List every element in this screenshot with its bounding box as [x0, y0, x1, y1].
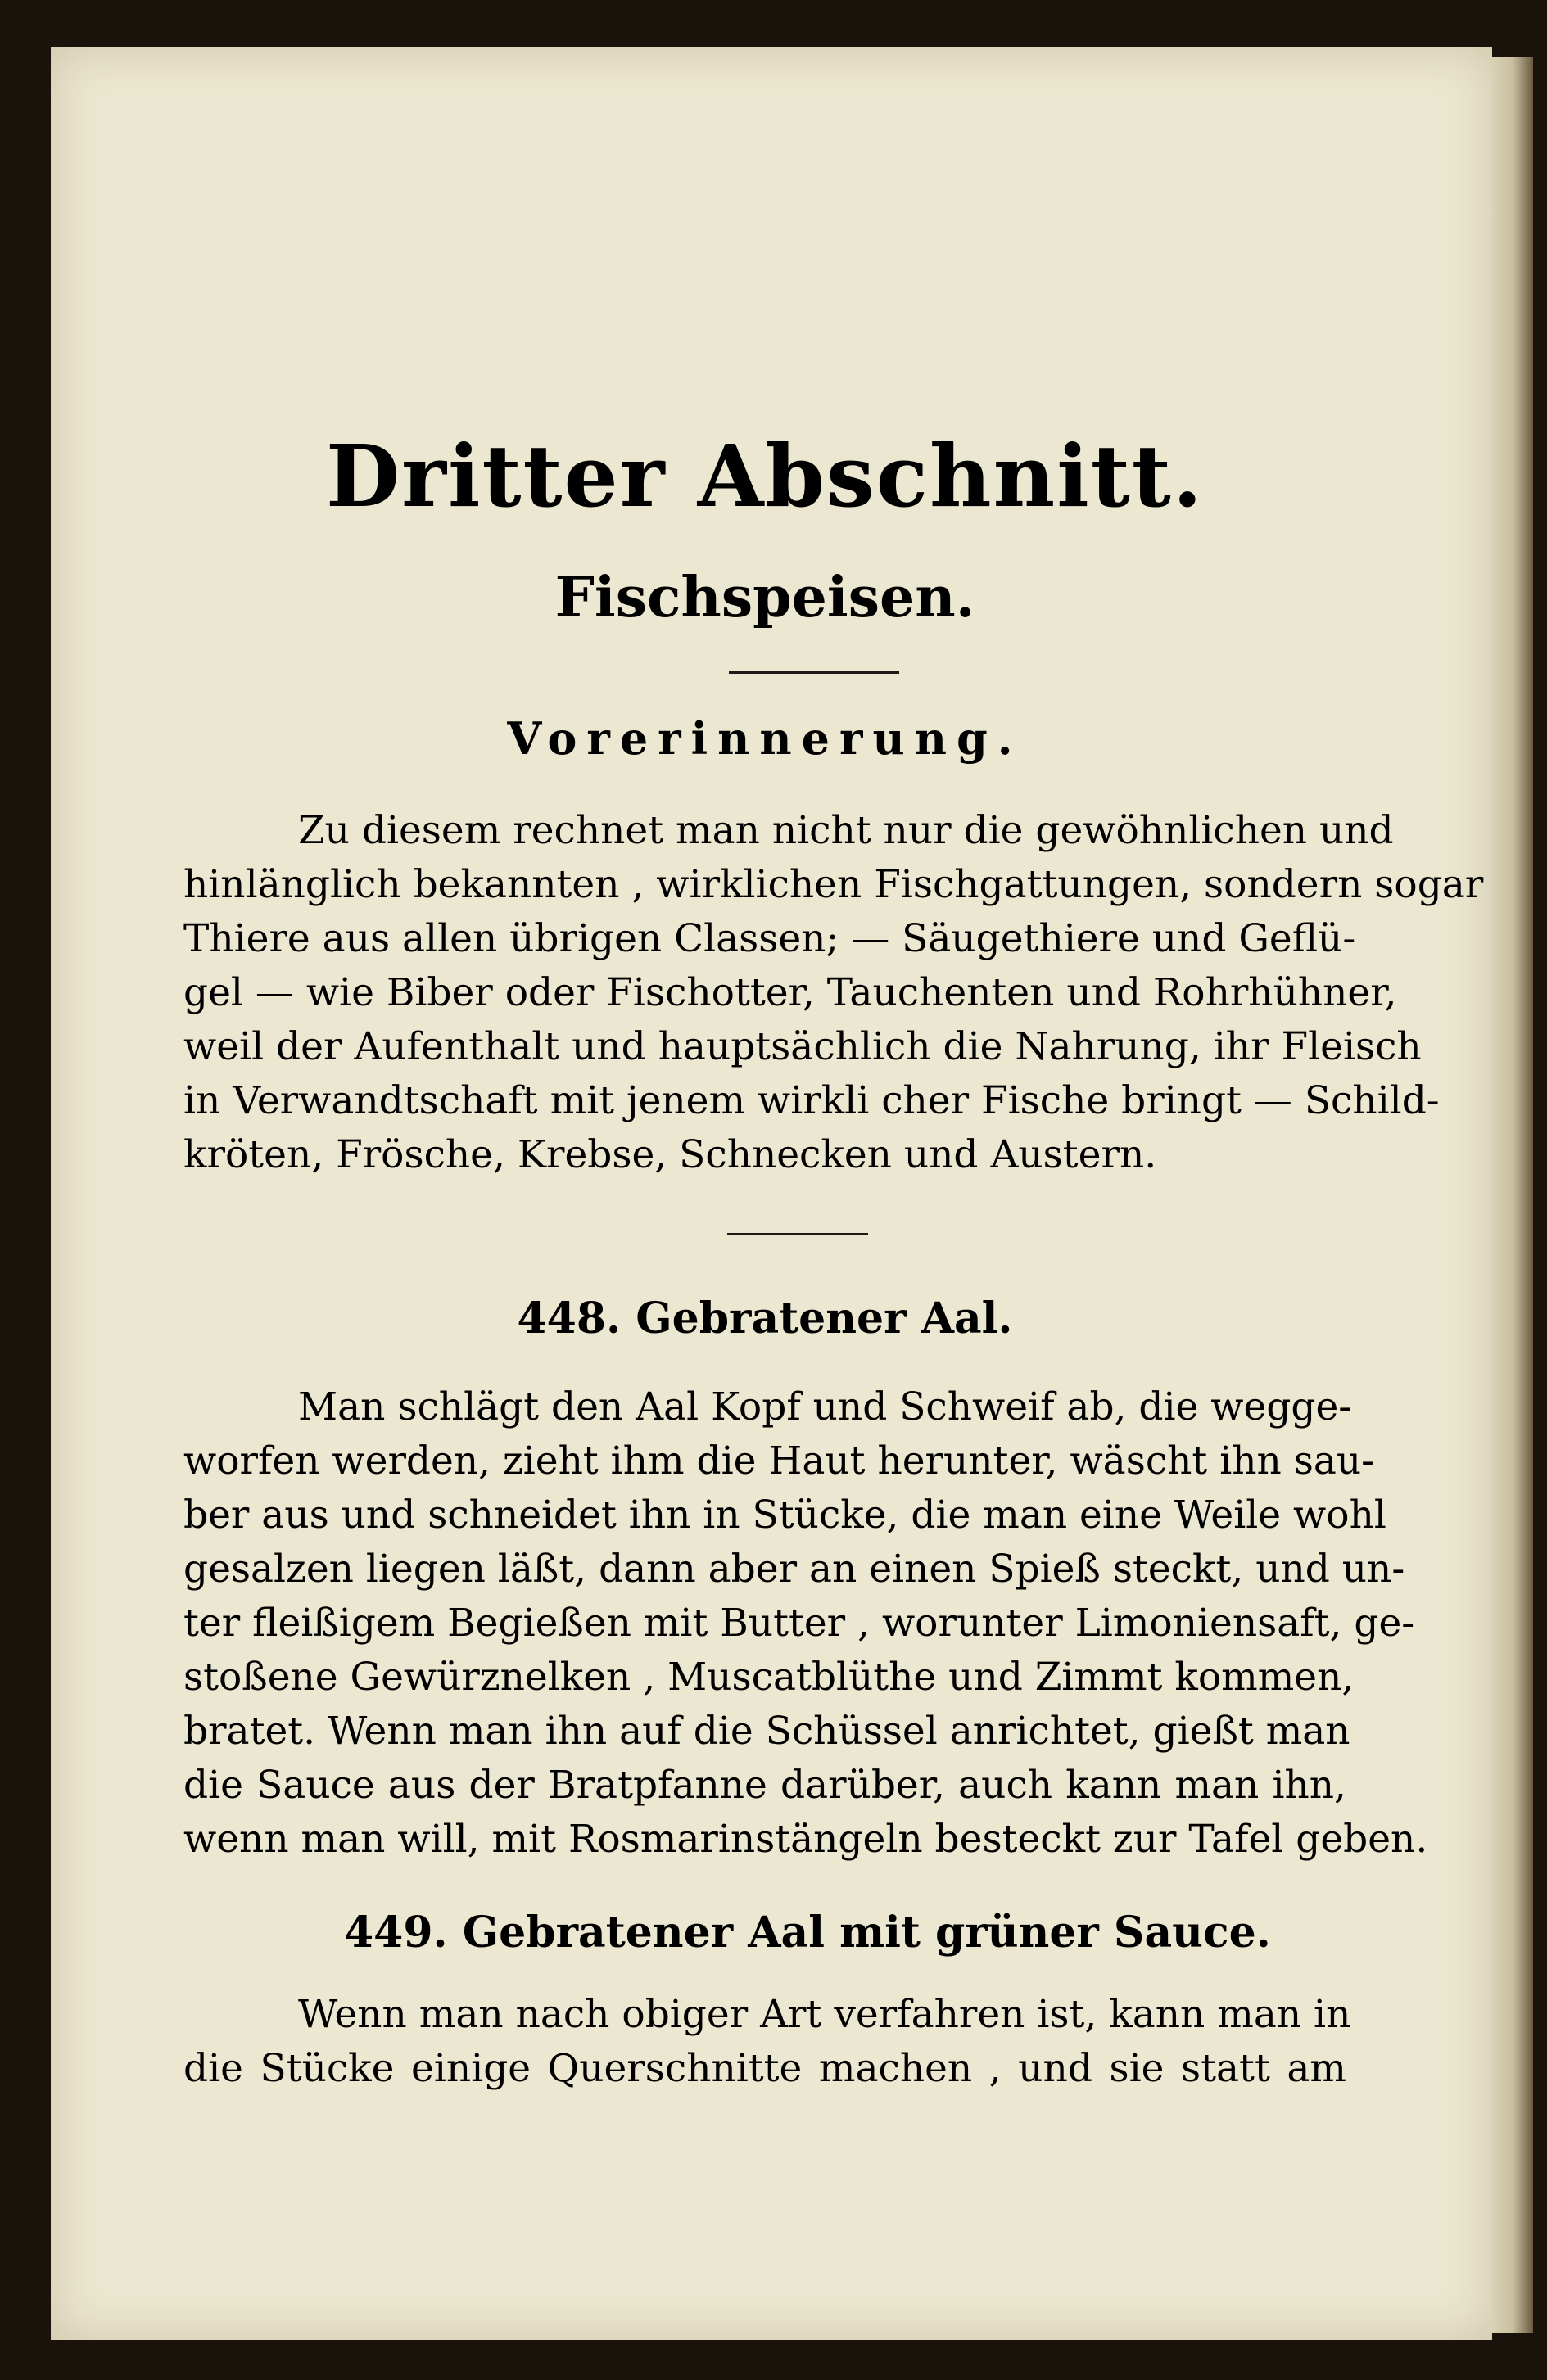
recipe-paragraph: [183, 1988, 1351, 2096]
text-line: Wenn man nach obiger Art verfahren ist, kann man in: [298, 1992, 1351, 2037]
text-line: Zu diesem rechnet man nicht nur die gewöhnlichen und: [298, 808, 1394, 853]
text-line: gesalzen liegen läßt, dann aber an einen Spieß steckt, und un-: [183, 1547, 1405, 1592]
recipe-heading: 448. Gebratener Aal.: [517, 1294, 1013, 1344]
text-line: ber aus und schneidet ihn in Stücke, die man eine Weile wohl: [183, 1493, 1386, 1538]
recipe-heading: 449. Gebratener Aal mit grüner Sauce.: [344, 1908, 1271, 1958]
preface-heading: Vorerinnerung.: [507, 712, 1023, 765]
text-line: gel — wie Biber oder Fischotter, Tauchenten und Rohrhühner,: [183, 970, 1397, 1015]
divider-rule: [729, 671, 899, 674]
text-line: die Stücke einige Querschnitte machen , und sie statt am: [183, 2046, 1346, 2091]
divider-rule: [727, 1233, 868, 1235]
page-edge: [1492, 57, 1533, 2333]
text-line: ter fleißigem Begießen mit Butter , worunter Limoniensaft, ge-: [183, 1601, 1415, 1646]
text-line: weil der Aufenthalt und hauptsächlich die Nahrung, ihr Fleisch: [183, 1024, 1422, 1069]
text-line: stoßene Gewürznelken , Muscatblüthe und Zimmt kommen,: [183, 1655, 1355, 1700]
text-line: Man schlägt den Aal Kopf und Schweif ab, die wegge-: [298, 1384, 1352, 1429]
chapter-title: Dritter Abschnitt.: [325, 426, 1205, 526]
text-line: Thiere aus allen übrigen Classen; — Säugethiere und Geflü-: [183, 916, 1356, 961]
chapter-subtitle: Fischspeisen.: [554, 565, 975, 630]
text-line: bratet. Wenn man ihn auf die Schüssel anrichtet, gießt man: [183, 1709, 1350, 1754]
text-line: wenn man will, mit Rosmarinstängeln besteckt zur Tafel geben.: [183, 1817, 1428, 1862]
text-line: worfen werden, zieht ihm die Haut herunter, wäscht ihn sau-: [183, 1438, 1375, 1484]
preface-paragraph: [183, 804, 1484, 1182]
text-line: kröten, Frösche, Krebse, Schnecken und Austern.: [183, 1132, 1157, 1177]
text-line: in Verwandtschaft mit jenem wirkli cher Fische bringt — Schild-: [183, 1078, 1440, 1123]
text-line: die Sauce aus der Bratpfanne darüber, auch kann man ihn,: [183, 1763, 1346, 1808]
text-line: hinlänglich bekannten , wirklichen Fischgattungen, sondern sogar: [183, 862, 1484, 907]
recipe-paragraph: [183, 1380, 1428, 1867]
